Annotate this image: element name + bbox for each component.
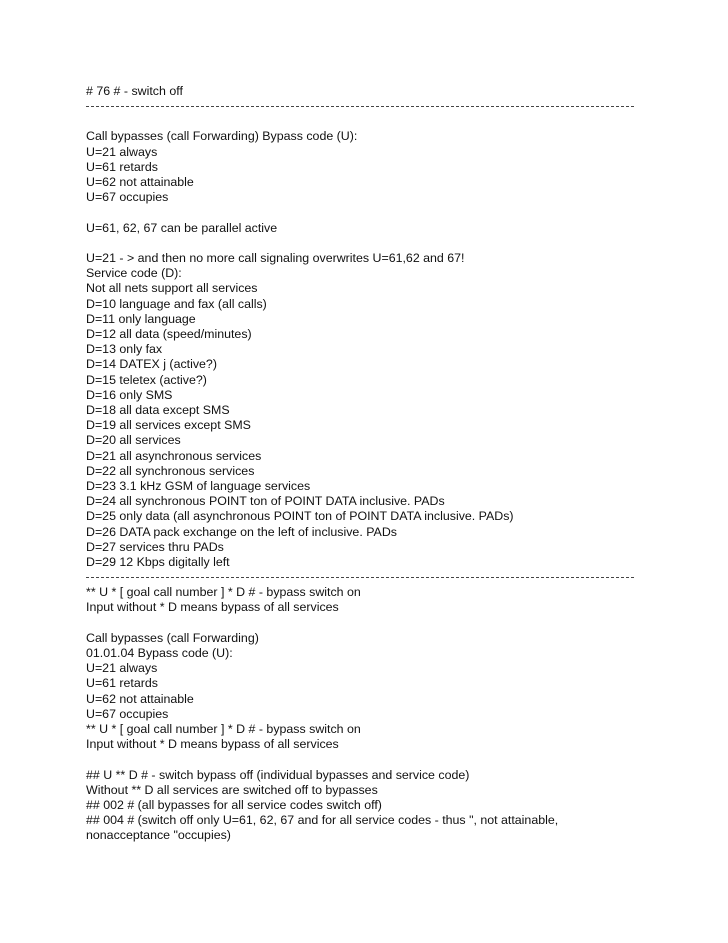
text-line: D=21 all asynchronous services <box>86 448 262 463</box>
text-line: D=29 12 Kbps digitally left <box>86 555 230 570</box>
text-line: U=67 occupies <box>86 190 169 205</box>
text-line: Without ** D all services are switched off to bypasses <box>86 782 378 797</box>
text-line: ## U ** D # - switch bypass off (individual bypasses and service code) <box>86 767 470 782</box>
text-line: U=67 occupies <box>86 706 169 721</box>
text-line: ** U * [ goal call number ] * D # - bypass switch on <box>86 722 361 737</box>
text-line: Input without * D means bypass of all services <box>86 600 339 615</box>
blank-line <box>86 114 646 129</box>
dashed-separator <box>86 106 634 107</box>
text-line: Input without * D means bypass of all services <box>86 737 339 752</box>
text-line: Service code (D): <box>86 266 182 281</box>
text-line: 01.01.04 Bypass code (U): <box>86 646 233 661</box>
text-line: D=25 only data (all asynchronous POINT ton of POINT DATA inclusive. PADs) <box>86 509 514 524</box>
text-line: D=24 all synchronous POINT ton of POINT DATA inclusive. PADs <box>86 494 445 509</box>
text-line: U=21 - > and then no more call signaling overwrites U=61,62 and 67! <box>86 250 465 265</box>
text-line: U=21 always <box>86 661 158 676</box>
blank-line <box>86 752 646 767</box>
text-line: D=27 services thru PADs <box>86 539 224 554</box>
text-line: U=61 retards <box>86 676 158 691</box>
text-line: ## 004 # (switch off only U=61, 62, 67 and for all service codes - thus ", not attainable, <box>86 813 559 828</box>
text-line: Call bypasses (call Forwarding) Bypass code (U): <box>86 129 358 144</box>
text-line: Not all nets support all services <box>86 281 258 296</box>
blank-line <box>86 236 646 251</box>
text-line: D=18 all data except SMS <box>86 403 230 418</box>
text-line: ## 002 # (all bypasses for all service codes switch off) <box>86 798 382 813</box>
text-line: D=15 teletex (active?) <box>86 372 207 387</box>
text-line: D=11 only language <box>86 311 196 326</box>
text-line: D=13 only fax <box>86 342 163 357</box>
text-line: D=16 only SMS <box>86 387 173 402</box>
text-line: D=26 DATA pack exchange on the left of inclusive. PADs <box>86 524 397 539</box>
document-page <box>86 84 646 844</box>
dashed-separator <box>86 577 634 578</box>
text-line: nonacceptance "occupies) <box>86 828 231 843</box>
text-line: U=61 retards <box>86 159 158 174</box>
text-line: U=62 not attainable <box>86 175 194 189</box>
text-line: D=10 language and fax (all calls) <box>86 296 267 311</box>
text-line: D=20 all services <box>86 433 181 448</box>
text-line: U=62 not attainable <box>86 691 194 706</box>
blank-line <box>86 616 646 631</box>
text-line: U=61, 62, 67 can be parallel active <box>86 220 278 235</box>
text-line: D=22 all synchronous services <box>86 463 255 478</box>
text-line: D=14 DATEX j (active?) <box>86 357 217 372</box>
text-line: D=12 all data (speed/minutes) <box>86 327 252 341</box>
text-line: D=23 3.1 kHz GSM of language services <box>86 479 311 494</box>
blank-line <box>86 205 646 220</box>
text-line: # 76 # - switch off <box>86 84 183 98</box>
text-line: U=21 always <box>86 144 158 159</box>
text-line: Call bypasses (call Forwarding) <box>86 630 259 645</box>
text-line: D=19 all services except SMS <box>86 418 251 433</box>
text-line: ** U * [ goal call number ] * D # - bypass switch on <box>86 585 361 600</box>
